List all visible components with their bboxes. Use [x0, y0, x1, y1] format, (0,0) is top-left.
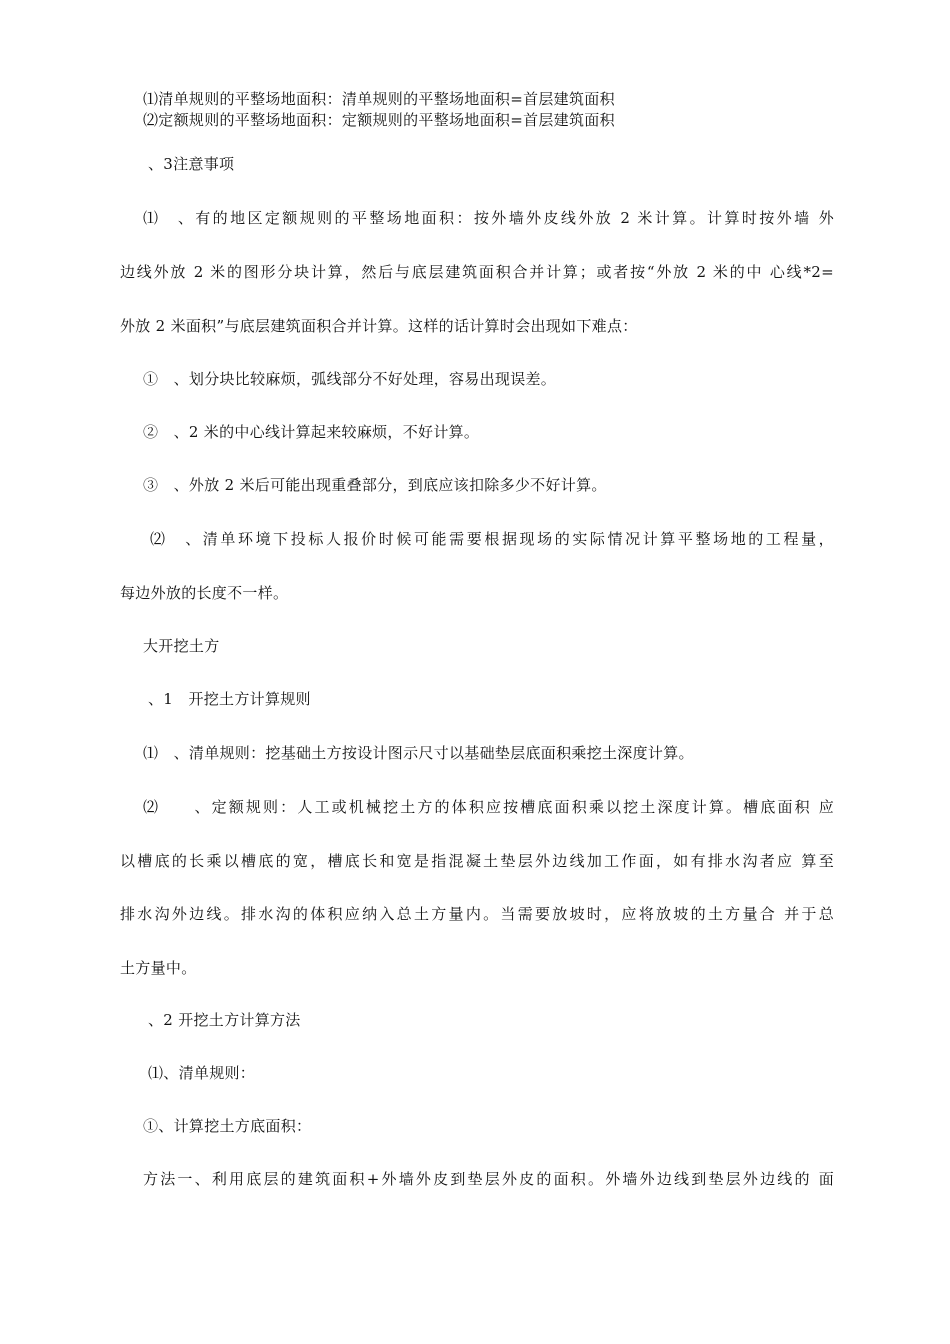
text-line-16: 以槽底的长乘以槽底的宽，槽底长和宽是指混凝土垫层外边线加工作面，如有排水沟者应 算至	[120, 852, 834, 870]
text-line-15: ⑵ 、定额规则：人工或机械挖土方的体积应按槽底面积乘以挖土深度计算。槽底面积 应	[143, 798, 834, 816]
text-line-22: 方法一、利用底层的建筑面积+外墙外皮到垫层外皮的面积。外墙外边线到垫层外边线的 面	[143, 1170, 834, 1188]
text-line-20: ⑴、清单规则：	[148, 1064, 256, 1082]
subsection-heading-methods: 、2 开挖土方计算方法	[148, 1011, 301, 1029]
text-line-11: 每边外放的长度不一样。	[120, 584, 289, 602]
section-heading-notes: 、3注意事项	[148, 155, 235, 173]
section-heading-excavation: 大开挖土方	[143, 637, 220, 655]
list-item-1: ① 、划分块比较麻烦，弧线部分不好处理，容易出现误差。	[143, 370, 557, 388]
text-line-21: ①、计算挖土方底面积：	[143, 1117, 312, 1135]
text-line-5: 边线外放 2 米的图形分块计算，然后与底层建筑面积合并计算；或者按“外放 2 米的中 心线*2=	[120, 263, 834, 281]
text-line-6: 外放 2 米面积”与底层建筑面积合并计算。这样的话计算时会出现如下难点：	[120, 317, 638, 335]
text-line-18: 土方量中。	[120, 959, 197, 977]
list-item-3: ③ 、外放 2 米后可能出现重叠部分，到底应该扣除多少不好计算。	[143, 476, 607, 494]
text-line-17: 排水沟外边线。排水沟的体积应纳入总土方量内。当需要放坡时，应将放坡的土方量合 并于总	[120, 905, 834, 923]
subsection-heading-rules: 、1 开挖土方计算规则	[148, 690, 311, 708]
text-line-2: ⑵定额规则的平整场地面积：定额规则的平整场地面积=首层建筑面积	[143, 111, 615, 129]
text-line-10: ⑵ 、清单环境下投标人报价时候可能需要根据现场的实际情况计算平整场地的工程量，	[150, 530, 834, 548]
text-line-1: ⑴清单规则的平整场地面积：清单规则的平整场地面积=首层建筑面积	[143, 90, 615, 108]
text-line-4: ⑴ 、有的地区定额规则的平整场地面积：按外墙外皮线外放 2 米计算。计算时按外墙 外	[143, 209, 834, 227]
list-item-2: ② 、2 米的中心线计算起来较麻烦，不好计算。	[143, 423, 480, 441]
text-line-14: ⑴ 、清单规则：挖基础土方按设计图示尺寸以基础垫层底面积乘挖土深度计算。	[143, 744, 694, 762]
